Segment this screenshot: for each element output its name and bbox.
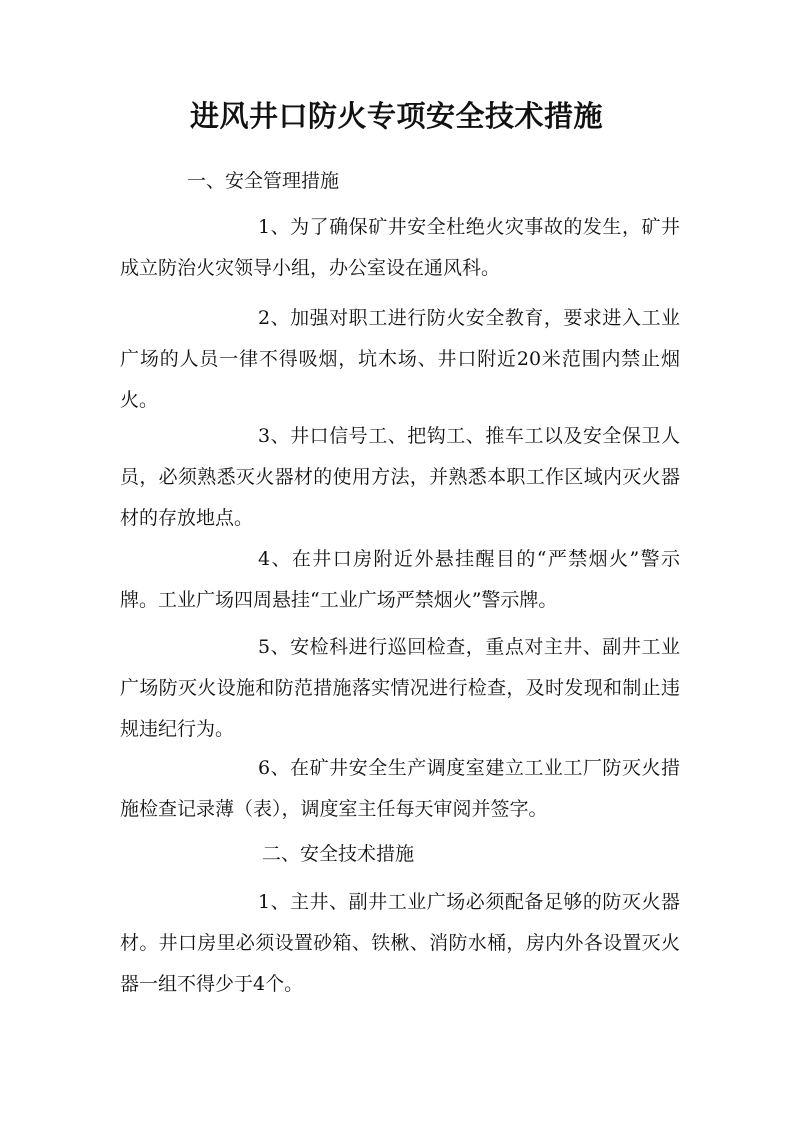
section-heading-safety-technical: 二、安全技术措施 [262, 843, 415, 865]
document-title: 进风井口防火专项安全技术措施 [189, 99, 603, 133]
paragraph: 6、在矿井安全生产调度室建立工业工厂防灭火措施检查记录薄（表），调度室主任每天审阅并签字。 [120, 757, 680, 820]
section-heading-safety-management: 一、安全管理措施 [187, 170, 340, 192]
paragraph: 3、井口信号工、把钩工、推车工以及安全保卫人员，必须熟悉灭火器材的使用方法，并熟悉本职工作区域内灭火器材的存放地点。 [120, 425, 680, 529]
paragraph: 5、安检科进行巡回检查，重点对主井、副井工业广场防灭火设施和防范措施落实情况进行检查，及时发现和制止违规违纪行为。 [120, 636, 680, 740]
paragraph: 1、为了确保矿井安全杜绝火灾事故的发生，矿井成立防治火灾领导小组，办公室设在通风科。 [120, 216, 680, 279]
paragraph: 2、加强对职工进行防火安全教育，要求进入工业广场的人员一律不得吸烟，坑木场、井口附近20米范围内禁止烟火。 [120, 307, 680, 411]
paragraph: 4、在井口房附近外悬挂醒目的“严禁烟火”警示牌。工业广场四周悬挂“工业广场严禁烟火”警示牌。 [120, 548, 680, 611]
paragraph: 1、主井、副井工业广场必须配备足够的防灭火器材。井口房里必须设置砂箱、铁楸、消防水桶，房内外各设置灭火器一组不得少于4个。 [120, 891, 680, 995]
